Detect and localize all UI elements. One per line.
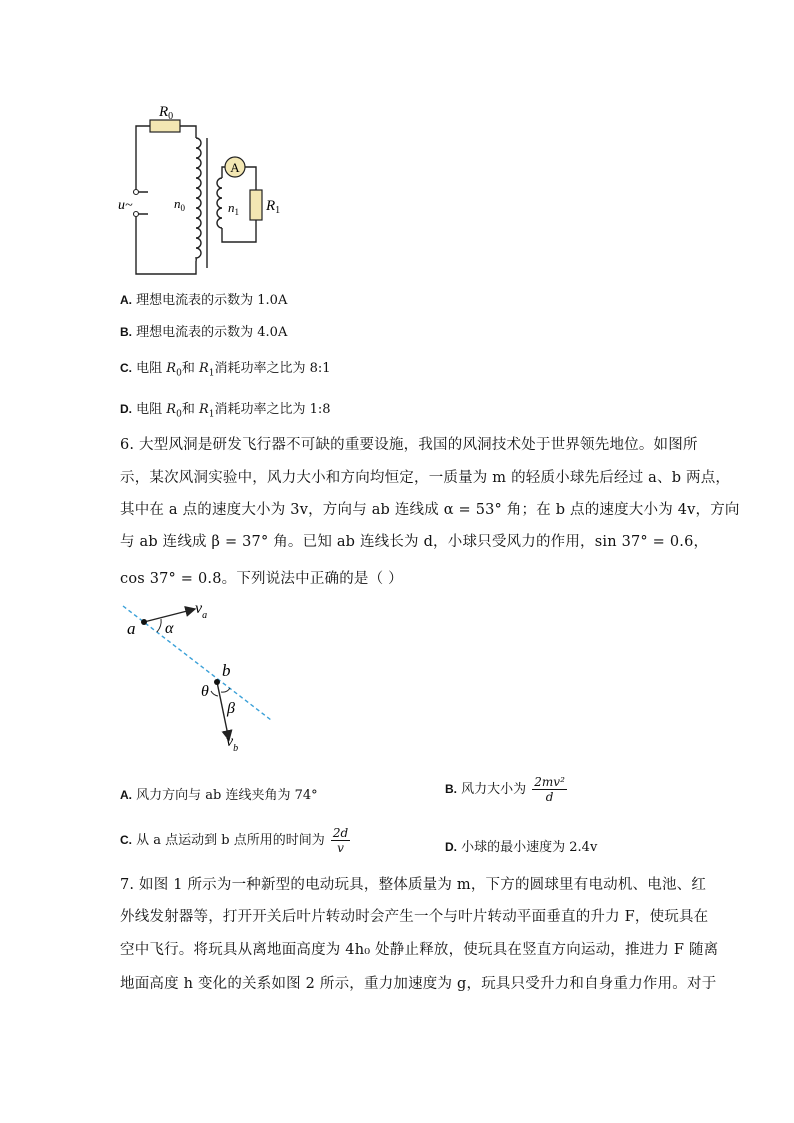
q6-stem-line-5: cos 37° = 0.8。下列说法中正确的是（ ） xyxy=(120,571,403,587)
q6-stem-line-4: 与 ab 连线成 β = 37° 角。已知 ab 连线长为 d，小球只受风力的作用，sin 37° = 0.6， xyxy=(120,534,709,550)
q6-option-b[interactable]: B. 风力大小为 $\frac{\text{2mv²}}{d}$ xyxy=(445,775,565,804)
q7-stem-line-4: 地面高度 h 变化的关系如图 2 所示，重力加速度为 g，玩具只受升力和自身重力作用。对于 xyxy=(120,976,717,992)
svg-text:b: b xyxy=(222,661,231,680)
q5-option-d[interactable]: D. 电阻 $R_0$和 $R_1$消耗功率之比为 1:8 xyxy=(120,402,331,420)
svg-text:R0: $R_0$ xyxy=(159,104,174,122)
q5-option-a[interactable]: A. 理想电流表的示数为 1.0A xyxy=(120,293,288,308)
q6-stem-line-1: 6. 大型风洞是研发飞行器不可缺的重要设施，我国的风洞技术处于世界领先地位。如图所 xyxy=(120,437,698,453)
q6-option-a[interactable]: A. 风力方向与 ab 连线夹角为 74° xyxy=(120,788,318,803)
svg-text:α: α xyxy=(165,620,174,637)
r0-resistor xyxy=(150,120,180,132)
svg-text:n1: $n_1$ xyxy=(228,200,239,217)
transformer-circuit-diagram xyxy=(110,96,310,280)
r1-resistor xyxy=(250,190,262,220)
svg-text:va: $v_a$ xyxy=(195,600,208,621)
svg-text:n0: $n_0$ xyxy=(174,196,185,213)
q6-stem-line-2: 示，某次风洞实验中，风力大小和方向均恒定，一质量为 m 的轻质小球先后经过 a、b 两点， xyxy=(120,470,731,486)
q7-stem-line-3: 空中飞行。将玩具从离地面高度为 4h₀ 处静止释放，使玩具在竖直方向运动，推进力 F 随离 xyxy=(120,942,719,958)
svg-text:vb: $v_b$ xyxy=(226,733,239,754)
svg-text:θ: θ xyxy=(201,683,209,700)
q7-stem-line-2: 外线发射器等，打开开关后叶片转动时会产生一个与叶片转动平面垂直的升力 F，使玩具在 xyxy=(120,909,709,925)
svg-text:R1: $R_1$ xyxy=(266,198,281,216)
svg-text:β: β xyxy=(227,700,235,717)
svg-text:a: a xyxy=(127,619,136,638)
q6-option-c[interactable]: C. 从 a 点运动到 b 点所用的时间为 $\frac{2d}{v}$ xyxy=(120,826,349,855)
q7-stem-line-1: 7. 如图 1 所示为一种新型的电动玩具，整体质量为 m，下方的圆球里有电动机、电池、红 xyxy=(120,877,707,893)
wind-tunnel-velocity-diagram xyxy=(115,596,285,758)
q6-option-d[interactable]: D. 小球的最小速度为 2.4v xyxy=(445,840,598,855)
q6-stem-line-3: 其中在 a 点的速度大小为 3v，方向与 ab 连线成 α = 53° 角；在 b 点的速度大小为 4v，方向 xyxy=(120,502,740,518)
q5-option-b[interactable]: B. 理想电流表的示数为 4.0A xyxy=(120,325,288,340)
svg-text:A: A xyxy=(230,160,240,175)
q5-option-c[interactable]: C. 电阻 $R_0$和 $R_1$消耗功率之比为 8:1 xyxy=(120,361,331,379)
svg-text:u~: u~ xyxy=(118,198,133,213)
